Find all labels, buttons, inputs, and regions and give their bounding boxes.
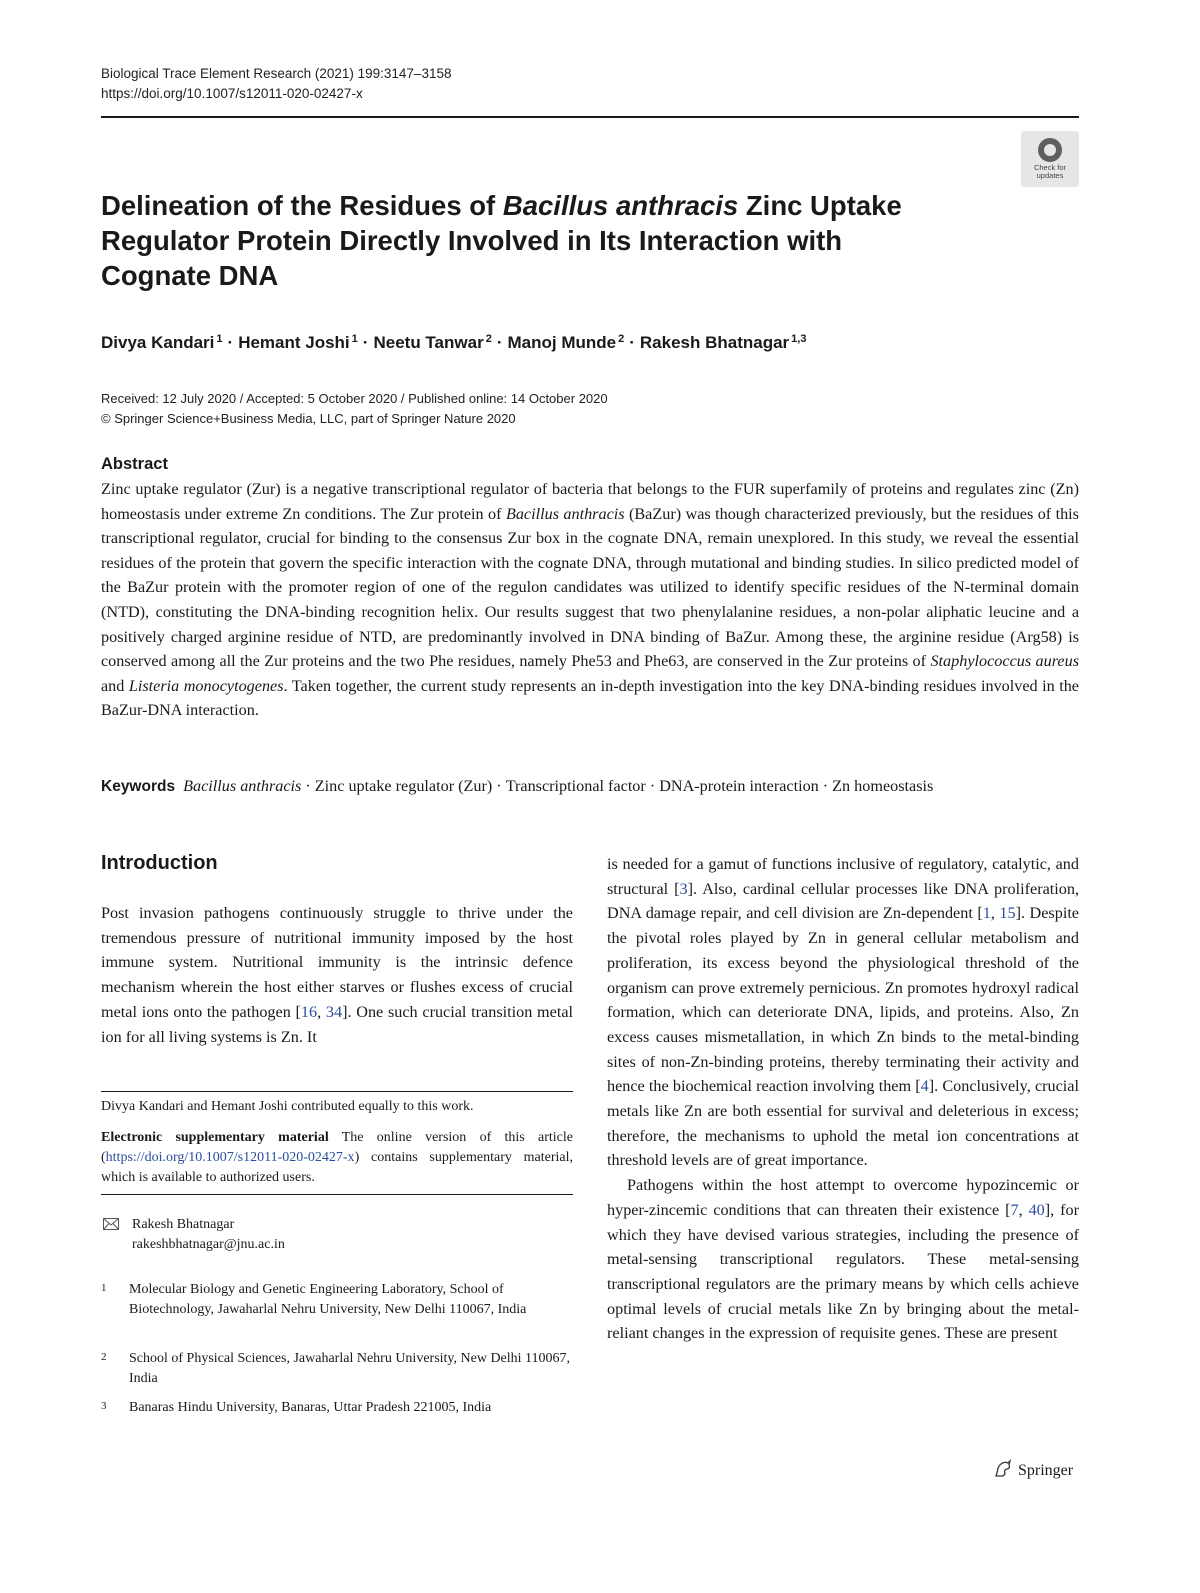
citation-link[interactable]: 40 xyxy=(1028,1200,1045,1219)
footnote-rule xyxy=(101,1091,573,1092)
affiliation-number: 3 xyxy=(101,1400,107,1412)
title-text-1: Delineation of the Residues of xyxy=(101,190,503,221)
intro-paragraph: Pathogens within the host attempt to overcome hypozincemic or hyper-zincemic conditions that can threaten their existence [7, 40], for which they have devised various strategies, including the presence of metal-sensing transcriptional regulators. These metal-sensing transcriptional regulators are the primary means by which cells achieve optimal levels of crucial metals like Zn by bringing about the metal-reliant changes in the expression of requisite genes. These are present xyxy=(607,1176,1079,1343)
citation-link[interactable]: 4 xyxy=(920,1077,929,1096)
citation-link[interactable]: 7 xyxy=(1010,1200,1019,1219)
keyword: DNA-protein interaction xyxy=(659,777,819,795)
badge-line2: updates xyxy=(1036,171,1064,180)
corresponding-name: Rakesh Bhatnagar xyxy=(132,1217,235,1232)
affiliation-2: School of Physical Sciences, Jawaharlal Nehru University, New Delhi 110067, India xyxy=(129,1351,571,1386)
article-title xyxy=(101,188,941,293)
check-updates-icon xyxy=(1038,138,1062,162)
publication-dates xyxy=(101,389,608,429)
author[interactable]: Manoj Munde $^2$ xyxy=(507,333,625,352)
check-for-updates-badge[interactable] xyxy=(1021,131,1079,187)
equal-contribution-note: Divya Kandari and Hemant Joshi contributed equally to this work. xyxy=(101,1099,474,1114)
copyright-line: © Springer Science+Business Media, LLC, part of Springer Nature 2020 xyxy=(101,411,516,426)
publisher-footer xyxy=(993,1459,1073,1482)
corresponding-email[interactable]: rakeshbhatnagar@jnu.ac.in xyxy=(132,1237,285,1252)
citation-link[interactable]: 34 xyxy=(325,1002,343,1021)
badge-line1: Check for xyxy=(1033,163,1067,172)
corresponding-author xyxy=(132,1215,285,1255)
dates-line: Received: 12 July 2020 / Accepted: 5 October 2020 / Published online: 14 October 2020 xyxy=(101,391,608,406)
keyword: Zn homeostasis xyxy=(832,777,934,795)
supplementary-note: Electronic supplementary material The online version of this article (https://doi.org/10.1007/s12011-020-02427-x) contains supplementary material, which is available to authorized users. xyxy=(101,1130,573,1185)
intro-left-column: Post invasion pathogens continuously struggle to thrive under the tremendous pressure of nutritional immunity imposed by the host immune system. Nutritional immunity is the intrinsic defence mechanism wherein the host either starves or flushes excess of crucial metal ions onto the pathogen [16, 34]. One such crucial transition metal ion for all living systems is Zn. It xyxy=(101,904,573,1046)
keyword: Bacillus anthracis xyxy=(183,777,302,795)
intro-paragraph: is needed for a gamut of functions inclusive of regulatory, catalytic, and structural [3]. Also, cardinal cellular processes like DNA proliferation, DNA damage repair, and cell division are Zn-dependent [1, 15]. Despite the pivotal roles played by Zn in general cellular metabolism and proliferation, its excess beyond the physiological threshold of the organism can prove extremely pernicious. Zn promotes hydroxyl radical formation, which can deteriorate DNA, lipids, and proteins. Also, Zn excess causes mismetallation, in which Zn binds to the metal-binding sites of non-Zn-binding proteins, thereby terminating their activity and hence the biochemical reaction involving them [4]. Conclusively, crucial metals like Zn are both essential for survival and deleterious in excess; therefore, the mechanisms to uphold the metal ion concentrations at threshold levels are of great importance. xyxy=(607,855,1079,1170)
title-text-2: Zinc Uptake Regulator Protein Directly Involved in Its Interaction with Cognate DNA xyxy=(101,190,902,291)
affiliation-number: 2 xyxy=(101,1351,107,1363)
footnote-rule xyxy=(101,1194,573,1195)
springer-horse-icon xyxy=(993,1459,1013,1479)
abstract-heading: Abstract xyxy=(101,455,168,473)
envelope-icon xyxy=(103,1218,119,1230)
keyword: Transcriptional factor xyxy=(505,777,646,795)
publisher-name: Springer xyxy=(1018,1462,1074,1479)
author[interactable]: Divya Kandari $^1$ xyxy=(101,333,223,352)
affiliation-3: Banaras Hindu University, Banaras, Uttar Pradesh 221005, India xyxy=(129,1400,492,1415)
header-rule xyxy=(101,116,1079,118)
keywords-label: Keywords xyxy=(101,778,176,795)
author[interactable]: Neetu Tanwar $^2$ xyxy=(373,333,492,352)
journal-header xyxy=(101,64,451,104)
citation-link[interactable]: 16 xyxy=(300,1002,318,1021)
citation-link[interactable]: 15 xyxy=(999,904,1016,923)
author-list: Divya Kandari $^1$ · Hemant Joshi $^1$ · Neetu Tanwar $^2$ · Manoj Munde $^2$ · Rakesh Bhatnagar $^{1,3}$ xyxy=(101,333,807,352)
keywords: Keywords Bacillus anthracis · Zinc uptake regulator (Zur) · Transcriptional factor · DNA-protein interaction · Zn homeostasis xyxy=(101,777,934,795)
keyword: Zinc uptake regulator (Zur) xyxy=(314,777,493,795)
journal-citation: Biological Trace Element Research (2021) 199:3147–3158 xyxy=(101,66,452,81)
citation-link[interactable]: 1 xyxy=(982,904,991,923)
title-italic: Bacillus anthracis xyxy=(502,190,739,221)
affiliation-number: 1 xyxy=(101,1282,107,1294)
intro-right-column xyxy=(607,852,1079,1346)
citation-link[interactable]: 3 xyxy=(679,879,688,898)
author[interactable]: Rakesh Bhatnagar $^{1,3}$ xyxy=(639,333,807,352)
journal-doi[interactable]: https://doi.org/10.1007/s12011-020-02427-x xyxy=(101,86,363,101)
introduction-heading: Introduction xyxy=(101,852,218,874)
affiliation-1: Molecular Biology and Genetic Engineering Laboratory, School of Biotechnology, Jawaharlal Nehru University, New Delhi 110067, India xyxy=(129,1282,527,1317)
abstract-body: Zinc uptake regulator (Zur) is a negative transcriptional regulator of bacteria that belongs to the FUR superfamily of proteins and regulates zinc (Zn) homeostasis under extreme Zn conditions. The Zur protein of Bacillus anthracis (BaZur) was though characterized previously, but the residues of this transcriptional regulator, crucial for binding to the consensus Zur box in the cognate DNA, remain unexplored. In this study, we reveal the essential residues of the protein that govern the specific interaction with the cognate DNA, through mutational and binding studies. In silico predicted model of the BaZur protein with the promoter region of one of the regulon candidates was utilized to identify specific residues of the N-terminal domain (NTD), constituting the DNA-binding recognition helix. Our results suggest that two phenylalanine residues, a non-polar aliphatic leucine and a positively charged arginine residue of NTD, are predominantly involved in DNA binding of BaZur. Among these, the arginine residue (Arg58) is conserved among all the Zur proteins and the two Phe residues, namely Phe53 and Phe63, are conserved in the Zur proteins of Staphylococcus aureus and Listeria monocytogenes. Taken together, the current study represents an in-depth investigation into the key DNA-binding residues involved in the BaZur-DNA interaction. xyxy=(101,480,1080,720)
author[interactable]: Hemant Joshi $^1$ xyxy=(238,333,358,352)
supplementary-link[interactable]: https://doi.org/10.1007/s12011-020-02427-x xyxy=(105,1150,355,1165)
